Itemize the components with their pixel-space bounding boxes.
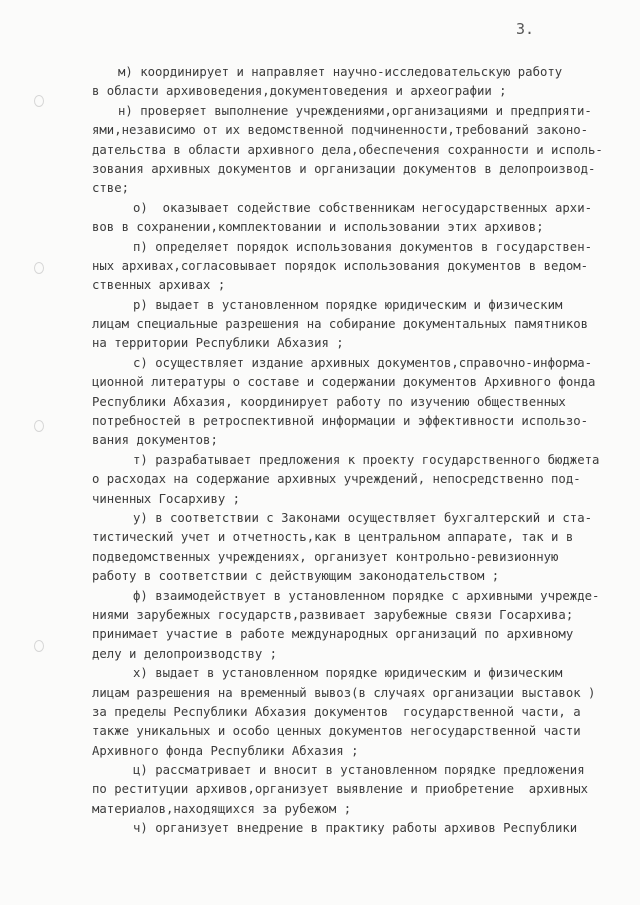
paragraph-line: подведомственных учреждениях, организует контрольно-ревизионную [92,549,559,564]
paragraph-line: ственных архивах ; [92,278,226,293]
paragraph-line: по реституции архивов,организует выявление и приобретение архивных [92,782,589,797]
paragraph-line: потребностей в ретроспективной информации и эффективности использо- [92,414,589,429]
margin-mark [34,262,44,274]
paragraph-line: лицам разрешения на временный вывоз(в случаях организации выставок ) [92,685,596,700]
paragraph-first-line: ц) рассматривает и вносит в установленном порядке предложения [133,763,585,778]
paragraph-line: ных архивах,согласовывает порядок использования документов в ведом- [92,258,589,273]
paragraph-line: Республики Абхазия, координирует работу по изучению общественных [92,394,566,409]
paragraph-first-line: р) выдает в установленном порядке юридическим и физическим [133,297,563,312]
margin-mark [34,95,44,107]
paragraph [92,509,622,587]
paragraph-line: ями,независимо от их ведомственной подчиненности,требований законо- [92,123,589,138]
paragraph [92,296,622,354]
paragraph-line: принимает участие в работе международных организаций по архивному [92,627,574,642]
paragraph-first-line: м) координирует и направляет научно-исследовательскую работу [118,65,563,79]
paragraph-line: лицам специальные разрешения на собирание документальных памятников [92,317,589,332]
paragraph [92,63,622,102]
paragraph-first-line: х) выдает в установленном порядке юридическим и физическим [133,666,563,681]
paragraph-line: ниями зарубежных государств,развивает зарубежные связи Госархива; [92,607,574,622]
paragraph [92,587,622,665]
paragraph [92,664,622,761]
paragraph-line: о расходах на содержание архивных учреждений, непосредственно под- [92,472,581,487]
paragraph-first-line: п) определяет порядок использования документов в государствен- [133,239,593,254]
document-body [92,63,622,839]
paragraph [92,819,622,838]
paragraph-line: дательства в области архивного дела,обеспечения сохранности и исполь- [92,142,603,157]
paragraph [92,238,622,296]
paragraph-line: Архивного фонда Республики Абхазия ; [92,743,359,758]
paragraph-line: в области архивоведения,документоведения и археографии ; [92,84,507,99]
paragraph [92,354,622,451]
paragraph [92,199,622,238]
paragraph [92,761,622,819]
paragraph-line: чиненных Госархиву ; [92,491,241,506]
paragraph-line: зования архивных документов и организации документов в делопроизвод- [92,161,596,176]
margin-mark [34,640,44,652]
paragraph-first-line: н) проверяет выполнение учреждениями,организациями и предприяти- [118,103,592,118]
paragraph-line: также уникальных и особо ценных документов негосударственной части [92,724,581,739]
paragraph-line: стве; [92,181,130,196]
paragraph-first-line: с) осуществляет издание архивных документов,справочно-информа- [133,355,593,370]
paragraph-line: на территории Республики Абхазия ; [92,336,344,351]
paragraph-line: вания документов; [92,433,218,448]
paragraph-first-line: ч) организует внедрение в практику работы архивов Республики [133,821,578,836]
paragraph-first-line: у) в соответствии с Законами осуществляет бухгалтерский и ста- [133,510,593,525]
page-number: 3. [516,20,535,38]
paragraph [92,451,622,509]
paragraph-line: за пределы Республики Абхазия документов государственной части, а [92,704,581,719]
paragraph-line: ционной литературы о составе и содержании документов Архивного фонда [92,375,596,390]
paragraph [92,102,622,199]
paragraph-first-line: о) оказывает содействие собственникам негосударственных архи- [133,200,593,215]
paragraph-first-line: т) разрабатывает предложения к проекту государственного бюджета [133,452,600,467]
paragraph-line: вов в сохранении,комплектовании и использовании этих архивов; [92,220,544,235]
paragraph-line: делу и делопроизводству ; [92,646,278,661]
paragraph-line: материалов,находящихся за рубежом ; [92,801,352,816]
paragraph-line: тистический учет и отчетность,как в центральном аппарате, так и в [92,530,574,545]
paragraph-first-line: ф) взаимодействует в установленном порядке с архивными учрежде- [133,588,600,603]
margin-mark [34,420,44,432]
paragraph-line: работу в соответствии с действующим законодательством ; [92,569,500,584]
